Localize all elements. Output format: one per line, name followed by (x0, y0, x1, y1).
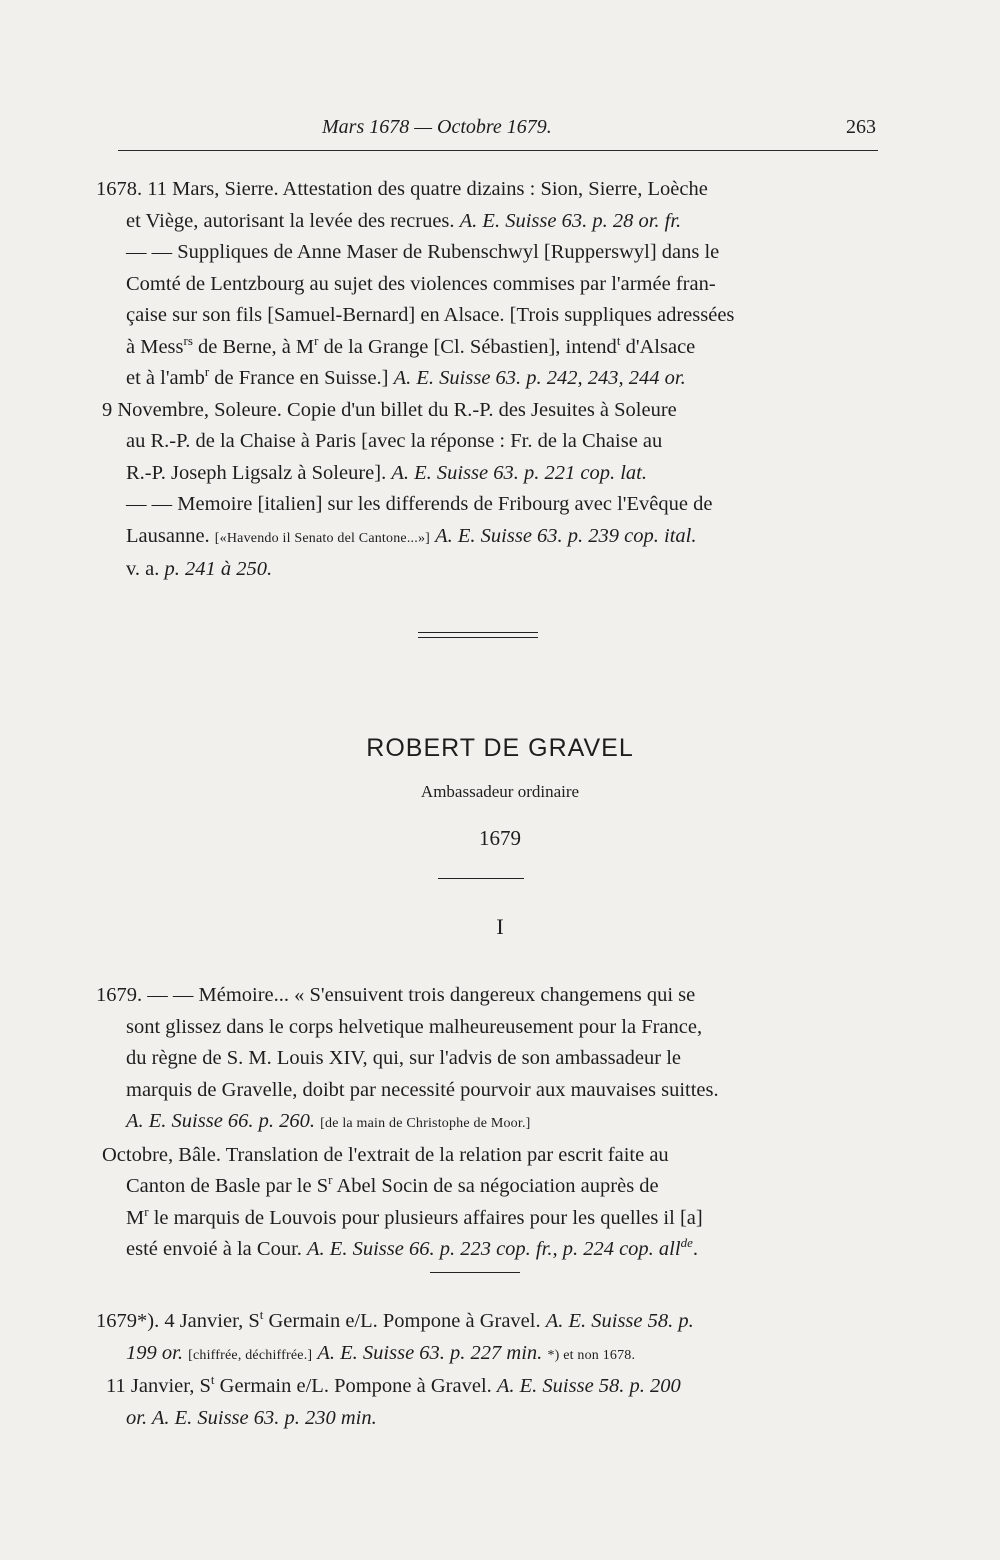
text-line: du règne de S. M. Louis XIV, qui, sur l'advis de son ambassadeur le (126, 1047, 682, 1069)
double-rule-divider (418, 632, 538, 638)
text-line: Canton de Basle par le $S^r$ Abel Socin de sa négociation auprès de (126, 1172, 659, 1197)
page-number: 263 (846, 116, 876, 138)
section-subtitle: Ambassadeur ordinaire (420, 782, 580, 801)
text-line: 1678. 11 Mars, Sierre. Attestation des quatre dizains : Sion, Sierre, Loèche (96, 178, 708, 200)
correspondence-1679 (96, 1306, 886, 1434)
text-line: $M^r$ le marquis de Louvois pour plusieurs affaires pour les quelles il [a] (126, 1203, 703, 1229)
section-numeral: I (496, 914, 504, 939)
text-line: Octobre, Bâle. Translation de l'extrait de la relation par escrit faite au (102, 1143, 669, 1166)
text-line: 199 or. [chiffrée, déchiffrée.] A. E. Suisse 63. p. 227 min. *) et non 1678. (126, 1341, 636, 1364)
section-title: ROBERT DE GRAVEL (366, 734, 634, 762)
section-year: 1679 (479, 826, 521, 850)
text-line: sont glissez dans le corps helvetique malheureusement pour la France, (126, 1015, 703, 1038)
text-line: v. a. p. 241 à 250. (126, 558, 273, 580)
text-line: Lausanne. [«Havendo il Senato del Cantone...»] A. E. Suisse 63. p. 239 cop. ital. (126, 524, 697, 547)
text-line: A. E. Suisse 66. p. 260. [de la main de Christophe de Moor.] (126, 1110, 531, 1132)
text-line: R.-P. Joseph Ligsalz à Soleure]. A. E. Suisse 63. p. 221 cop. lat. (126, 461, 647, 484)
text-line: 1679. — — Mémoire... « S'ensuivent trois dangereux changemens qui se (96, 984, 696, 1006)
running-header: Mars 1678 — Octobre 1679. (322, 116, 552, 138)
text-line: et Viège, autorisant la levée des recrues. A. E. Suisse 63. p. 28 or. fr. (126, 209, 682, 232)
text-line: Comté de Lentzbourg au sujet des violences commises par l'armée fran- (126, 272, 716, 295)
text-line: marquis de Gravelle, doibt par necessité pourvoir aux mauvaises suittes. (126, 1078, 719, 1101)
short-rule (430, 1272, 520, 1273)
text-line: et à l'amb$^r$ de France en Suisse.] A. E. Suisse 63. p. 242, 243, 244 or. (126, 364, 686, 389)
footnote: *) et non 1678. (547, 1347, 636, 1363)
text-line: — — Memoire [italien] sur les differends de Fribourg avec l'Evêque de (126, 493, 713, 515)
text-line: esté envoié à la Cour. A. E. Suisse 66. p. 223 cop. fr., p. 224 cop. all$^{de}$. (126, 1235, 698, 1260)
entries-1678 (96, 174, 886, 586)
text-line: 11 Janvier, $S^t$ Germain e/L. Pompone à Gravel. A. E. Suisse 58. p. 200 (106, 1372, 681, 1397)
text-line: or. A. E. Suisse 63. p. 230 min. (126, 1406, 377, 1429)
text-line: à Mess$^{rs}$ de Berne, à $M^r$ de la Grange [Cl. Sébastien], intend$^t$ d'Alsace (126, 332, 696, 358)
text-line: çaise sur son fils [Samuel-Bernard] en Alsace. [Trois suppliques adressées (126, 304, 735, 326)
header-rule (118, 150, 878, 151)
text-line: au R.-P. de la Chaise à Paris [avec la réponse : Fr. de la Chaise au (126, 430, 663, 452)
text-line: 1679*). 4 Janvier, $S^t$ Germain e/L. Pompone à Gravel. A. E. Suisse 58. p. (96, 1307, 694, 1332)
text-line: 9 Novembre, Soleure. Copie d'un billet du R.-P. des Jesuites à Soleure (102, 398, 677, 421)
short-rule (438, 878, 524, 879)
text-line: — — Suppliques de Anne Maser de Rubenschwyl [Rupperswyl] dans le (126, 241, 720, 263)
entries-1679 (96, 980, 886, 1266)
